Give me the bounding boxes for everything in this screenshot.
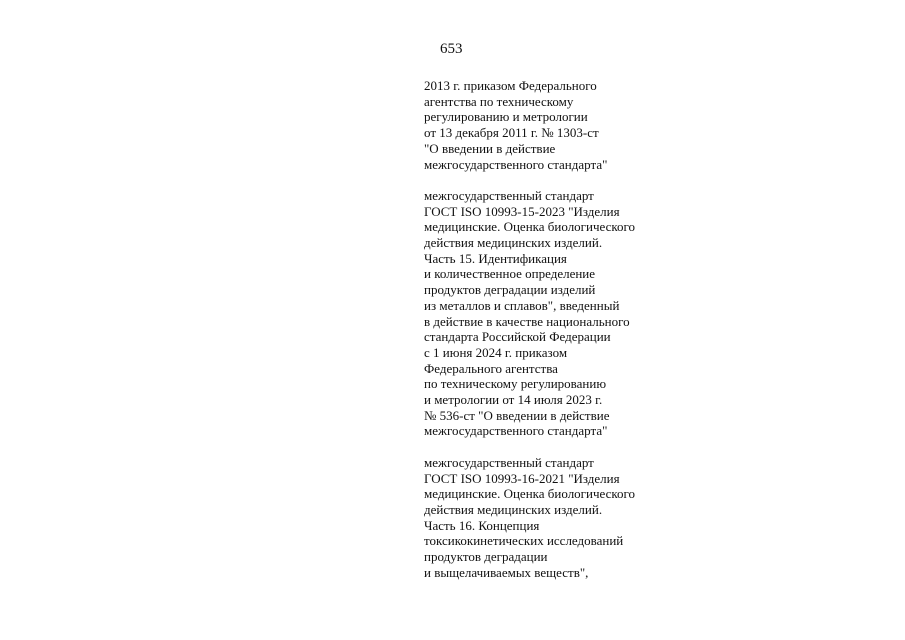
text-line: ГОСТ ISO 10993-16-2021 "Изделия: [424, 470, 620, 486]
text-line: токсикокинетических исследований: [424, 533, 624, 549]
text-line: Часть 15. Идентификация: [424, 250, 567, 266]
text-line: из металлов и сплавов", введенный: [424, 297, 620, 313]
paragraph-gost-10993-15: [424, 188, 684, 439]
text-line: межгосударственного стандарта": [424, 423, 608, 439]
text-line: ГОСТ ISO 10993-15-2023 "Изделия: [424, 203, 620, 219]
text-line: от 13 декабря 2011 г. № 1303-ст: [424, 125, 599, 141]
text-line: Федерального агентства: [424, 360, 558, 376]
text-line: и метрологии от 14 июля 2023 г.: [424, 392, 603, 408]
text-line: медицинские. Оценка биологического: [424, 219, 636, 235]
text-line: медицинские. Оценка биологического: [424, 486, 636, 502]
text-line: межгосударственного стандарта": [424, 156, 608, 172]
text-line: межгосударственный стандарт: [424, 454, 594, 470]
text-line: действия медицинских изделий.: [424, 501, 603, 517]
text-line: и выщелачиваемых веществ",: [424, 564, 589, 580]
paragraph-gost-10993-16: [424, 455, 684, 581]
text-line: в действие в качестве национального: [424, 313, 630, 329]
text-line: межгосударственный стандарт: [424, 187, 594, 203]
text-line: 2013 г. приказом Федерального: [424, 78, 597, 93]
paragraph-order-text: [424, 78, 684, 172]
text-line: по техническому регулированию: [424, 376, 607, 392]
text-line: № 536-ст "О введении в действие: [424, 407, 610, 423]
text-line: регулированию и метрологии: [424, 109, 588, 125]
text-line: "О введении в действие: [424, 140, 556, 156]
text-line: и количественное определение: [424, 266, 596, 282]
page-number: 653: [440, 41, 463, 57]
text-line: агентства по техническому: [424, 93, 574, 109]
text-line: Часть 16. Концепция: [424, 517, 540, 533]
text-line: продуктов деградации изделий: [424, 282, 596, 298]
text-line: с 1 июня 2024 г. приказом: [424, 344, 568, 360]
text-line: продуктов деградации: [424, 549, 548, 565]
document-text: [424, 78, 684, 580]
text-line: действия медицинских изделий.: [424, 235, 603, 251]
text-line: стандарта Российской Федерации: [424, 329, 611, 345]
